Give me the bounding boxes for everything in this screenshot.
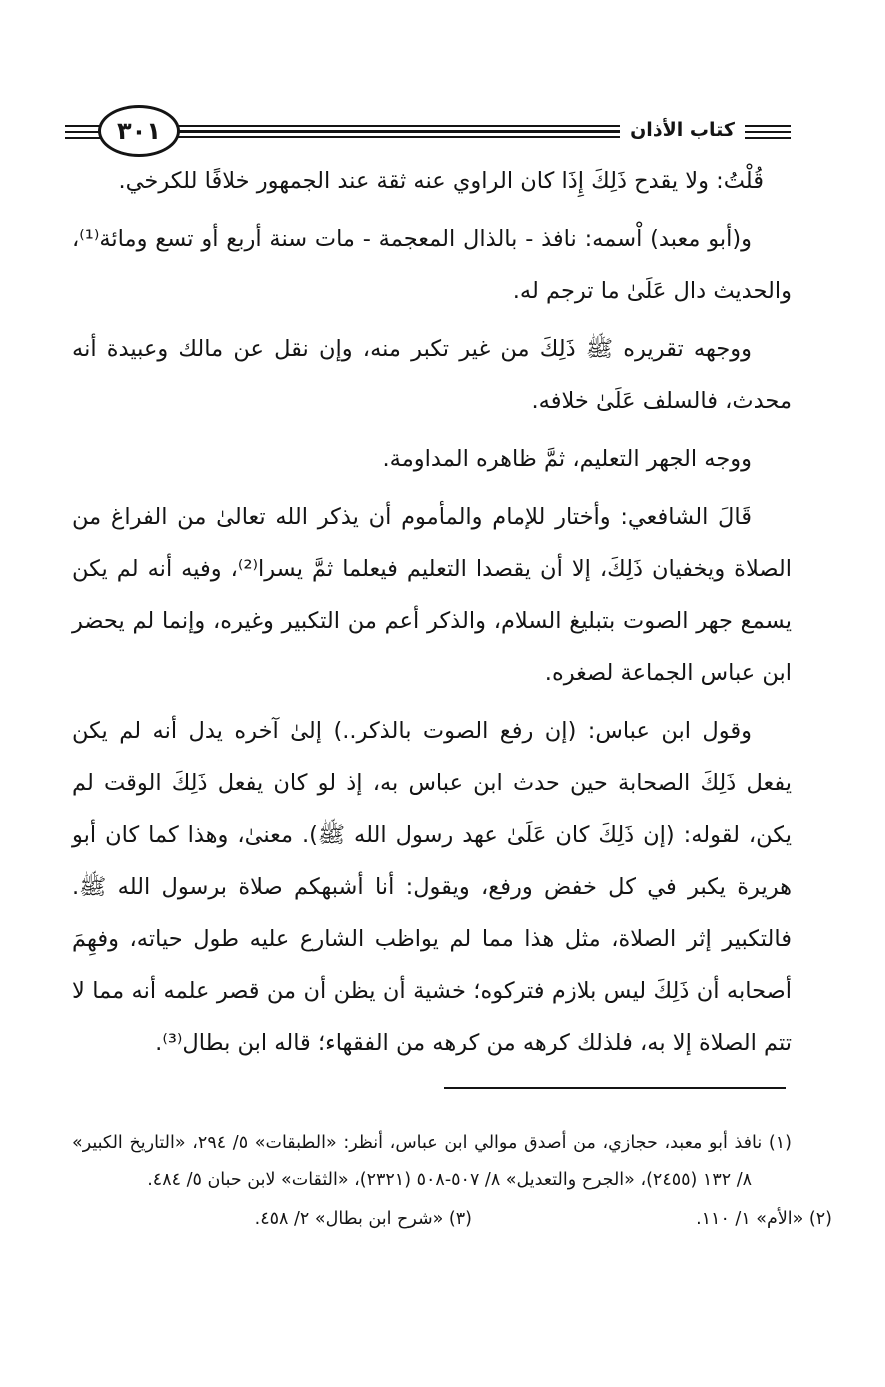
header-rule <box>150 130 620 133</box>
footnote-1: (١) نافذ أبو معبد، حجازي، من أصدق موالي ابن عباس، أنظر: «الطبقات» ٥/ ٢٩٤، «التاريخ الكبير» ٨/ ١٣٢ (٢٤٥٥)، «الجرح والتعديل» ٨/ ٥٠٧-٥٠٨ (٢٣٢١)، «الثقات» لابن حبان ٥/ ٤٨٤. <box>72 1133 792 1190</box>
paragraph: وقول ابن عباس: (إن رفع الصوت بالذكر..) إلىٰ آخره يدل أنه لم يكن يفعل ذَلِكَ الصحابة حين حدث ابن عباس به، إذ لو كان يفعل ذَلِكَ الوقت لم يكن، لقوله: (إن ذَلِكَ كان عَلَىٰ عهد رسول الله ﷺ). معنىٰ، وهذا كما كان أبو هريرة يكبر في كل خفض ورفع، ويقول: أنا أشبهكم صلاة برسول الله ﷺ. فالتكبير إثر الصلاة، مثل هذا مما لم يواظب الشارع عليه طول حياته، وفهِمَ أصحابه أن ذَلِكَ ليس بلازم فتركوه؛ خشية أن يظن أن من قصر علمه أنه مما لا تتم الصلاة إلا به، فلذلك كرهه من كرهه من الفقهاء؛ قاله ابن بطال⁽³⁾. <box>72 718 792 1056</box>
paragraph: و(أبو معبد) اْسمه: نافذ - بالذال المعجمة - مات سنة أربع أو تسع ومائة⁽¹⁾، والحديث دال عَلَىٰ ما ترجم له. <box>72 226 792 304</box>
page-number: ٣٠١ <box>98 105 180 157</box>
header-rule <box>745 125 791 127</box>
header-rule <box>150 136 620 138</box>
footnote-row <box>72 1201 832 1238</box>
header-rule <box>745 131 791 133</box>
footnote-3: (٣) «شرح ابن بطال» ٢/ ٤٥٨. <box>254 1209 472 1229</box>
paragraph: ووجه الجهر التعليم، ثمَّ ظاهره المداومة. <box>382 446 752 472</box>
header-rule <box>745 137 791 139</box>
header-rule <box>150 125 620 127</box>
paragraph: ووجهه تقريره ﷺ ذَلِكَ من غير تكبر منه، وإن نقل عن مالك وعبيدة أنه محدث، فالسلف عَلَىٰ خلافه. <box>72 336 792 414</box>
footnotes <box>72 1125 832 1238</box>
main-text <box>72 155 792 1075</box>
paragraph: قَالَ الشافعي: وأختار للإمام والمأموم أن يذكر الله تعالىٰ من الفراغ من الصلاة ويخفيان ذَلِكَ، إلا أن يقصدا التعليم فيعلما ثمَّ يسرا⁽²⁾، وفيه أنه لم يكن يسمع جهر الصوت بتبليغ السلام، والذكر أعم من التكبير وغيره، وإنما لم يحضر ابن عباس الجماعة لصغره. <box>72 504 793 686</box>
footnote-2: (٢) «الأم» ١/ ١١٠. <box>696 1209 832 1229</box>
footnote-separator <box>444 1087 786 1089</box>
paragraph: قُلْتُ: ولا يقدح ذَلِكَ إِذَا كان الراوي عنه ثقة عند الجمهور خلافًا للكرخي. <box>118 168 764 194</box>
running-title: كتاب الأذان <box>630 119 735 141</box>
